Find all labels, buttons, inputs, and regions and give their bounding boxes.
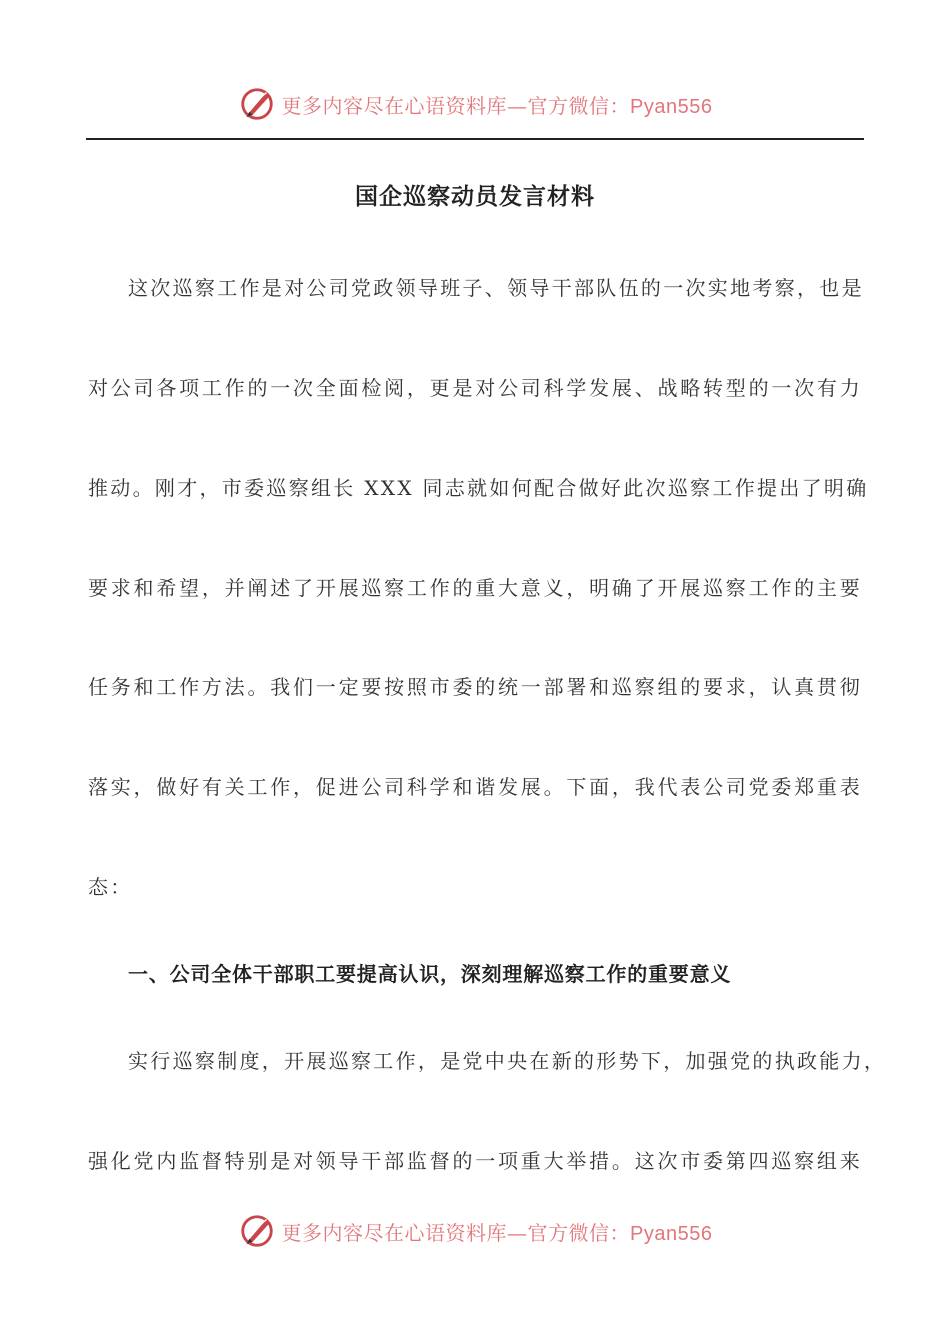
banner-text: 更多内容尽在心语资料库—官方微信：Pyan556	[281, 1220, 713, 1245]
quill-pen-logo-icon	[238, 85, 276, 123]
section-heading: 一、公司全体干部职工要提高认识，深刻理解巡察工作的重要意义	[128, 962, 732, 986]
document-title: 国企巡察动员发言材料	[355, 184, 595, 210]
paragraph-line: 任务和工作方法。我们一定要按照市委的统一部署和巡察组的要求，认真贯彻	[88, 675, 862, 699]
footer-banner	[0, 1207, 950, 1255]
paragraph-line: 这次巡察工作是对公司党政领导班子、领导干部队伍的一次实地考察，也是	[128, 276, 864, 300]
header-banner	[0, 80, 950, 128]
paragraph-line: 实行巡察制度，开展巡察工作，是党中央在新的形势下，加强党的执政能力，	[128, 1049, 887, 1073]
wechat-id: Pyan556	[630, 95, 713, 118]
paragraph-line: 对公司各项工作的一次全面检阅，更是对公司科学发展、战略转型的一次有力	[88, 376, 862, 400]
quill-pen-logo-icon	[238, 1212, 276, 1250]
banner-text: 更多内容尽在心语资料库—官方微信：Pyan556	[281, 93, 713, 118]
paragraph-line: 要求和希望，并阐述了开展巡察工作的重大意义，明确了开展巡察工作的主要	[88, 576, 862, 600]
paragraph-line: 推动。刚才，市委巡察组长 XXX 同志就如何配合做好此次巡察工作提出了明确	[88, 476, 869, 500]
header-rule	[86, 138, 864, 140]
paragraph-line: 落实，做好有关工作，促进公司科学和谐发展。下面，我代表公司党委郑重表	[88, 775, 862, 799]
paragraph-line: 强化党内监督特别是对领导干部监督的一项重大举措。这次市委第四巡察组来	[88, 1149, 862, 1173]
paragraph-line: 态：	[88, 875, 133, 899]
wechat-id: Pyan556	[630, 1222, 713, 1245]
